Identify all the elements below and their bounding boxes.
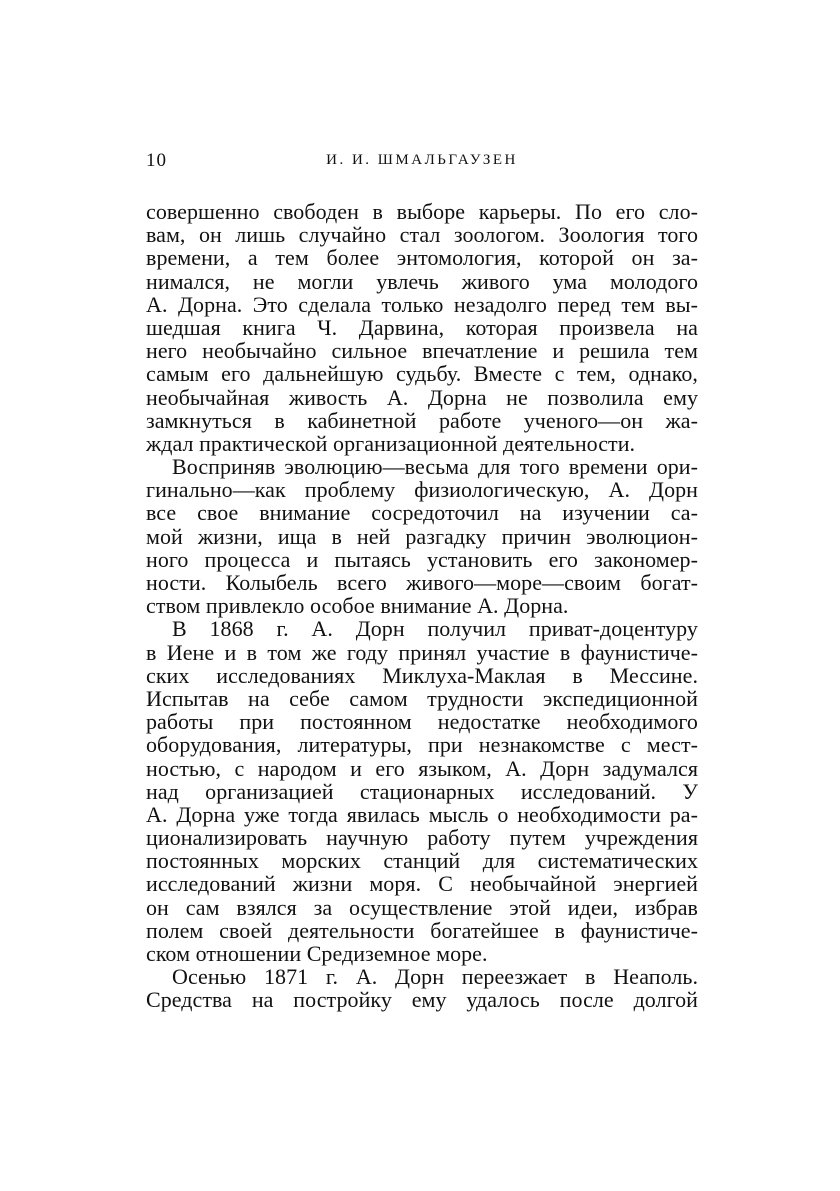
text-line: над организацией стационарных исследований. У: [146, 778, 698, 804]
book-page: [146, 150, 698, 1012]
running-head-author: И. И. ШМАЛЬГАУЗЕН: [326, 152, 518, 168]
text-line: все свое внимание сосредоточил на изучении са-: [146, 500, 698, 526]
text-line: шедшая книга Ч. Дарвина, которая произвела на: [146, 314, 698, 340]
paragraph-1: [146, 200, 698, 455]
paragraph-4: [146, 965, 698, 1011]
text-line: необычайная живость А. Дорна не позволила ему: [146, 384, 698, 410]
text-line: ного процесса и пытаясь установить его закономер-: [146, 546, 698, 572]
text-line: он сам взялся за осуществление этой идеи, избрав: [146, 894, 698, 920]
text-line: ском отношении Средиземное море.: [146, 941, 488, 966]
text-line: Осенью 1871 г. А. Дорн переезжает в Неаполь.: [172, 964, 698, 990]
text-line: замкнуться в кабинетной работе ученого—он жа-: [146, 407, 698, 433]
body-text: [146, 200, 698, 1012]
text-line: Испытав на себе самом трудности экспедиционной: [146, 685, 698, 711]
text-line: времени, а тем более энтомология, которой он за-: [146, 245, 698, 271]
text-line: ности. Колыбель всего живого—море—своим богат-: [146, 570, 698, 595]
text-line: вам, он лишь случайно стал зоологом. Зоология того: [146, 222, 698, 248]
text-line: ционализировать научную работу путем учреждения: [146, 825, 698, 851]
running-head: [146, 150, 698, 180]
text-line: мой жизни, ища в ней разгадку причин эволюцион-: [146, 523, 698, 549]
text-line: оборудования, литературы, при незнакомстве с мест-: [146, 732, 698, 758]
text-line: гинально—как проблему физиологическую, А. Дорн: [146, 477, 698, 503]
text-line: работы при постоянном недостатке необходимого: [146, 709, 698, 735]
text-line: ских исследованиях Миклуха-Маклая в Мессине.: [146, 662, 698, 688]
text-line: полем своей деятельности богатейшее в фаунистиче-: [146, 917, 698, 943]
text-line: исследований жизни моря. С необычайной энергией: [146, 871, 698, 897]
text-line: Средства на постройку ему удалось после долгой: [146, 987, 698, 1013]
page-number: 10: [146, 150, 167, 171]
text-line: А. Дорна. Это сделала только незадолго перед тем вы-: [146, 291, 698, 317]
paragraph-2: [146, 455, 698, 617]
text-line: ностью, с народом и его языком, А. Дорн задумался: [146, 755, 698, 781]
text-line: ством привлекло особое внимание А. Дорна.: [146, 593, 569, 619]
text-line: Восприняв эволюцию—весьма для того времени ори-: [172, 454, 698, 480]
text-line: совершенно свободен в выборе карьеры. По его сло-: [146, 199, 698, 224]
text-line: В 1868 г. А. Дорн получил приват-доцентуру: [172, 616, 698, 642]
text-line: него необычайно сильное впечатление и решила тем: [146, 338, 698, 364]
text-line: нимался, не могли увлечь живого ума молодого: [146, 268, 698, 294]
text-line: постоянных морских станций для систематических: [146, 848, 698, 874]
text-line: ждал практической организационной деятельности.: [146, 430, 636, 456]
paragraph-3: [146, 617, 698, 965]
text-line: А. Дорна уже тогда явилась мысль о необходимости ра-: [146, 801, 698, 827]
text-line: самым его дальнейшую судьбу. Вместе с тем, однако,: [146, 361, 698, 387]
text-line: в Иене и в том же году принял участие в фаунистиче-: [146, 639, 698, 665]
